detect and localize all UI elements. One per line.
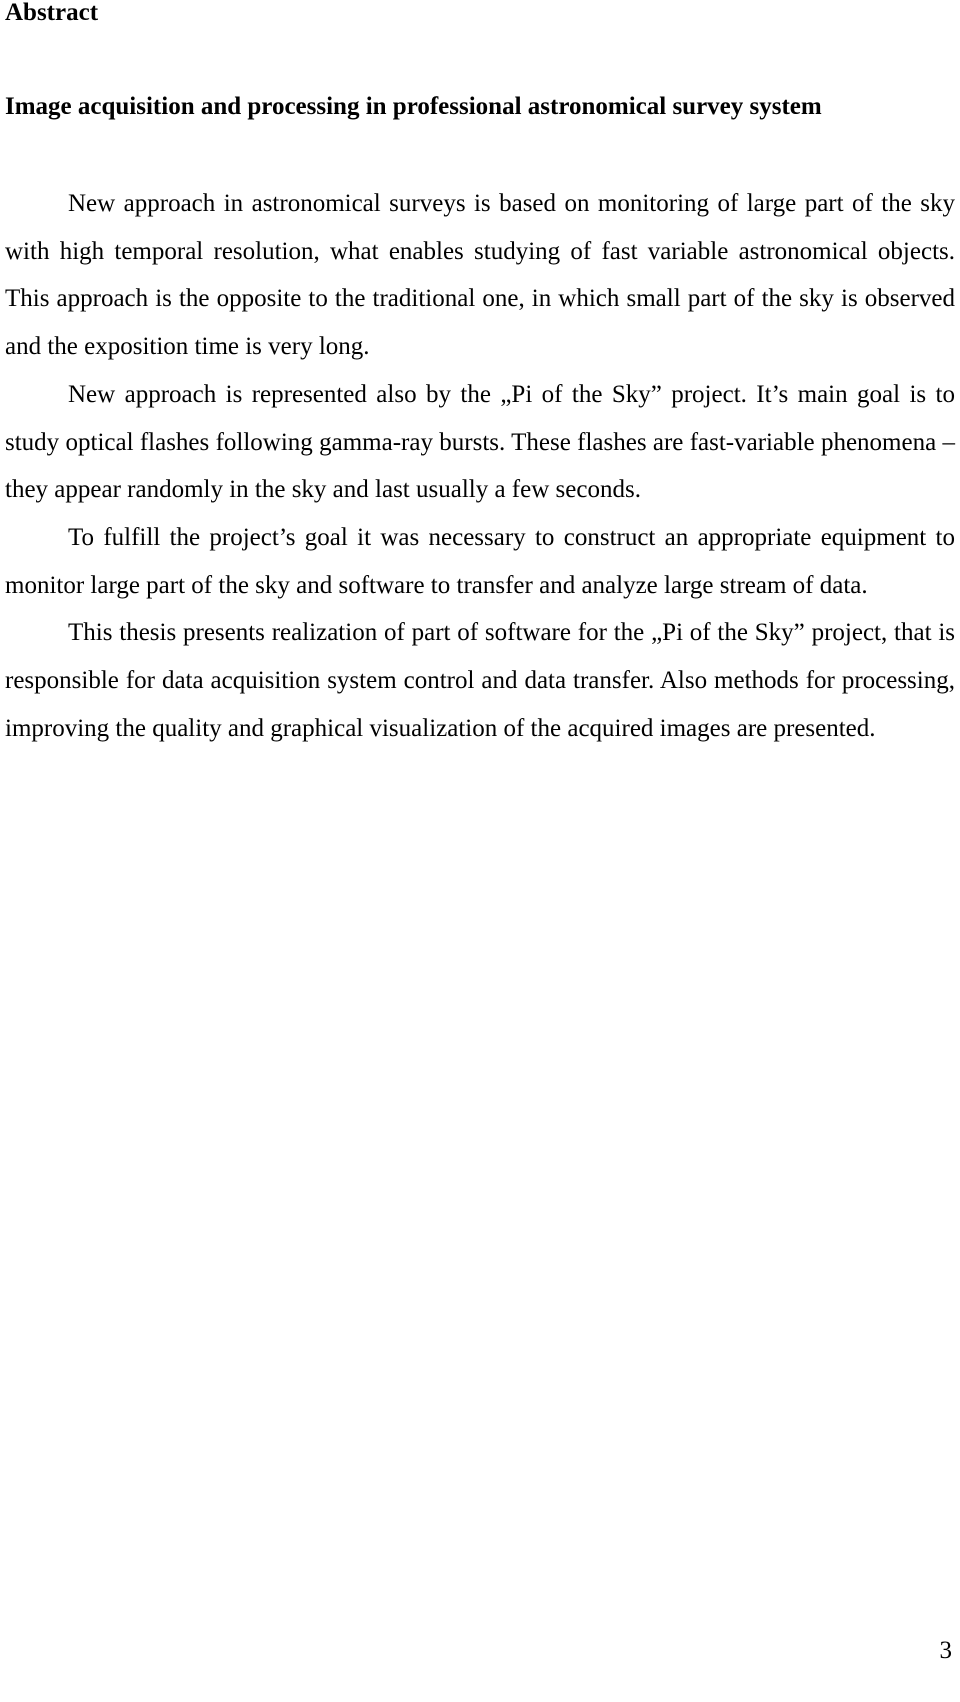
section-heading: Abstract <box>5 0 99 26</box>
thesis-title: Image acquisition and processing in professional astronomical survey system <box>5 93 822 120</box>
paragraph-4: This thesis presents realization of part of software for the „Pi of the Sky” project, that is responsible for data acquisition system control and data transfer. Also methods for processing, improving the quality and graphical visualization of the acquired images are presented. <box>5 619 955 742</box>
paragraph-1: New approach in astronomical surveys is based on monitoring of large part of the sky with high temporal resolution, what enables studying of fast variable astronomical objects. This approach is the opposite to the traditional one, in which small part of the sky is observed and the exposition time is very long. <box>5 190 955 361</box>
paragraph-2: New approach is represented also by the „Pi of the Sky” project. It’s main goal is to study optical flashes following gamma-ray bursts. These flashes are fast-variable phenomena – they appear randomly in the sky and last usually a few seconds. <box>5 380 955 504</box>
paragraph-3: To fulfill the project’s goal it was necessary to construct an appropriate equipment to monitor large part of the sky and software to transfer and analyze large stream of data. <box>5 523 955 599</box>
page-number: 3 <box>939 1637 952 1664</box>
abstract-body <box>5 180 955 752</box>
